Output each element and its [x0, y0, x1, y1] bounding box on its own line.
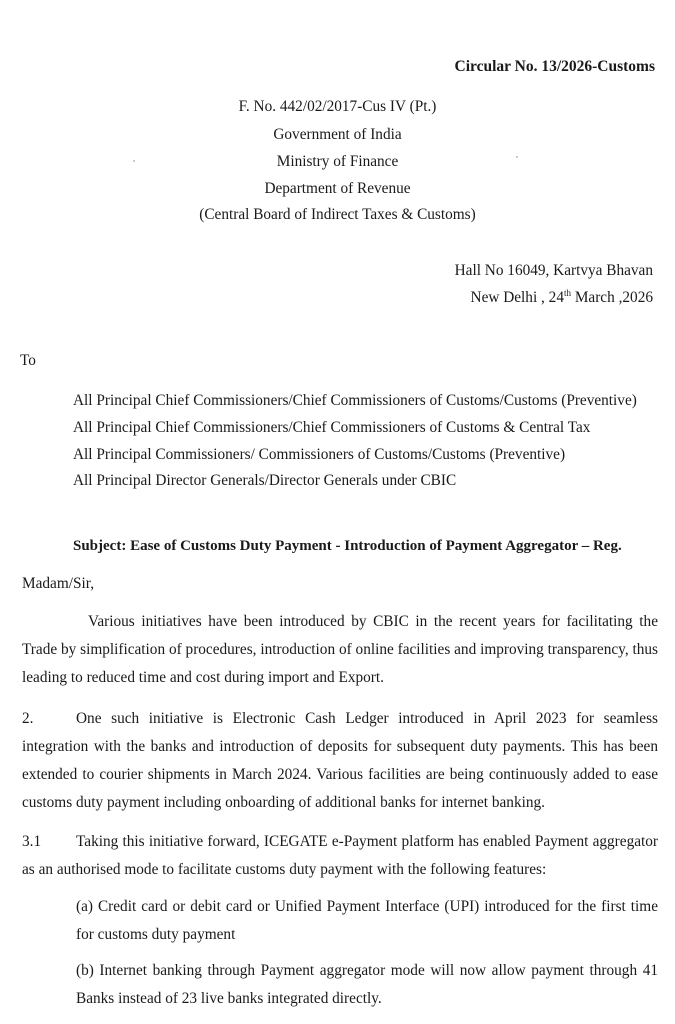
paragraph-2: [22, 705, 658, 817]
recipient-line: All Principal Director Generals/Director Generals under CBIC: [73, 472, 457, 489]
salutation: Madam/Sir,: [22, 575, 95, 592]
recipient-line: All Principal Commissioners/ Commissioners of Customs/Customs (Preventive): [73, 446, 566, 463]
feature-item-b: (b) Internet banking through Payment aggregator mode will now allow payment through 41 Banks instead of 23 live banks integrated directly.: [76, 962, 658, 1007]
subject-line: Subject: Ease of Customs Duty Payment - Introduction of Payment Aggregator – Reg.: [73, 538, 622, 554]
place-and-day: New Delhi , 24: [470, 289, 564, 306]
to-label: To: [20, 352, 36, 369]
paragraph-1: [22, 608, 658, 692]
paragraph-2-text: One such initiative is Electronic Cash Ledger introduced in April 2023 for seamless integration with the banks and introduction of deposits for subsequent duty payments. This has been extended to courier shipments in March 2024. Various facilities are being continuously added to ease customs duty payment including onboarding of additional banks for internet banking.: [22, 710, 658, 811]
paragraph-3-1-text: Taking this initiative forward, ICEGATE e-Payment platform has enabled Payment aggregator as an authorised mode to facilitate customs duty payment with the following features:: [22, 833, 658, 878]
recipient-line: All Principal Chief Commissioners/Chief Commissioners of Customs/Customs (Preventive): [73, 392, 637, 409]
board-heading: (Central Board of Indirect Taxes & Customs): [199, 206, 476, 223]
file-number: F. No. 442/02/2017-Cus IV (Pt.): [238, 98, 437, 115]
ministry-heading: Ministry of Finance: [276, 153, 399, 170]
circular-number: Circular No. 13/2026-Customs: [454, 58, 655, 75]
scan-speck: [516, 156, 518, 158]
scan-speck: [133, 160, 135, 162]
office-address: Hall No 16049, Kartvya Bhavan: [454, 262, 653, 279]
day-suffix: th: [563, 288, 571, 298]
paragraph-3-1: [22, 828, 658, 884]
month-year: March ,2026: [571, 289, 653, 306]
recipient-line: All Principal Chief Commissioners/Chief Commissioners of Customs & Central Tax: [73, 419, 591, 436]
paragraph-2-number: 2.: [22, 710, 34, 727]
department-heading: Department of Revenue: [264, 180, 411, 197]
place-and-date: [471, 289, 653, 307]
paragraph-1-text: Various initiatives have been introduced by CBIC in the recent years for facilitating the Trade by simplification of procedures, introduction of online facilities and improving transparency, thus leading to reduced time and cost during import and Export.: [22, 613, 658, 686]
feature-item-a: (a) Credit card or debit card or Unified Payment Interface (UPI) introduced for the first time for customs duty payment: [76, 898, 658, 943]
paragraph-3-1-number: 3.1: [22, 833, 42, 850]
government-heading: Government of India: [273, 126, 402, 143]
